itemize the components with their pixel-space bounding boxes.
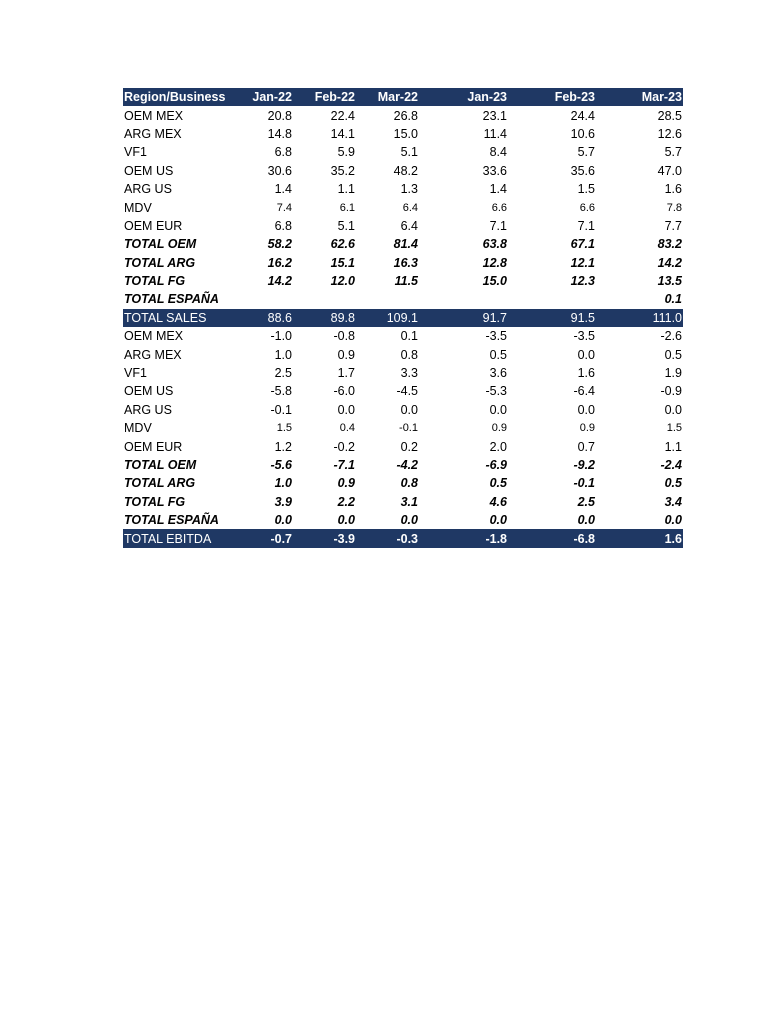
table-cell: -5.8 <box>270 384 292 399</box>
table-row <box>123 529 683 547</box>
table-cell: -6.4 <box>573 384 595 399</box>
column-header-region: Region/Business <box>123 88 243 106</box>
table-cell: 1.6 <box>664 182 682 197</box>
column-header-jan-22: Jan-22 <box>243 88 293 106</box>
table-cell: 109.1 <box>356 309 419 327</box>
table-cell: 0.0 <box>337 513 355 528</box>
row-label: ARG US <box>124 182 172 197</box>
table-cell: -5.3 <box>485 384 507 399</box>
table-row <box>123 474 683 492</box>
table-cell: 6.8 <box>274 218 292 233</box>
table-cell: 0.0 <box>489 402 507 417</box>
table-cell: 1.6 <box>596 529 683 547</box>
table-cell: 1.0 <box>274 347 292 362</box>
table-cell: 0.5 <box>489 476 507 491</box>
table-cell: 1.0 <box>274 476 292 491</box>
table-cell: 83.2 <box>657 237 682 252</box>
financial-table <box>123 88 683 548</box>
table-cell: -3.9 <box>293 529 356 547</box>
table-cell: 1.5 <box>577 182 595 197</box>
table-cell: 15.0 <box>482 274 507 289</box>
table-cell: -4.5 <box>396 384 418 399</box>
row-label: TOTAL OEM <box>124 237 197 252</box>
column-header-feb-23: Feb-23 <box>508 88 596 106</box>
table-cell: 0.1 <box>400 329 418 344</box>
table-cell: 7.8 <box>666 201 682 214</box>
table-cell: 1.5 <box>666 422 682 435</box>
row-label: TOTAL SALES <box>123 309 243 327</box>
table-cell: 67.1 <box>570 237 595 252</box>
table-cell: 6.6 <box>491 201 507 214</box>
row-label: TOTAL OEM <box>124 458 197 472</box>
table-cell: 12.3 <box>570 274 595 289</box>
table-cell: 1.9 <box>664 366 682 381</box>
row-label: OEM US <box>124 163 174 178</box>
table-cell: 0.5 <box>664 476 682 491</box>
table-row <box>123 345 683 363</box>
table-cell: -0.2 <box>333 439 355 454</box>
table-cell: -2.6 <box>660 329 682 344</box>
table-row <box>123 217 683 235</box>
table-cell: 12.6 <box>657 126 682 141</box>
table-cell: 1.5 <box>276 422 292 435</box>
table-cell: 11.5 <box>394 274 418 289</box>
table-cell: 16.3 <box>393 255 418 270</box>
column-header-feb-22: Feb-22 <box>293 88 356 106</box>
table-cell: 0.8 <box>400 347 418 362</box>
table-cell: 1.1 <box>664 439 682 454</box>
table-cell: 7.1 <box>489 218 507 233</box>
table-cell: 1.1 <box>337 182 355 197</box>
row-label: ARG MEX <box>124 126 182 141</box>
table-cell: 1.3 <box>400 182 418 197</box>
table-cell: 26.8 <box>393 108 418 123</box>
table-row <box>123 382 683 400</box>
table-cell: 0.0 <box>274 513 292 528</box>
table-cell: 91.5 <box>508 309 596 327</box>
table-cell: 15.1 <box>330 255 355 270</box>
table-cell: 12.1 <box>570 255 595 270</box>
table-row <box>123 143 683 161</box>
table-row <box>123 437 683 455</box>
table-cell <box>508 290 596 308</box>
table-row <box>123 106 683 124</box>
row-label: OEM MEX <box>124 108 184 123</box>
table-cell: -0.1 <box>399 422 418 435</box>
table-cell: -6.9 <box>485 458 507 472</box>
table-cell: 0.0 <box>577 347 595 362</box>
table-cell: 0.5 <box>489 347 507 362</box>
table-cell: 14.1 <box>330 126 355 141</box>
table-row <box>123 290 683 308</box>
table-cell: -2.4 <box>660 458 682 472</box>
table-row <box>123 309 683 327</box>
table-cell: 6.1 <box>339 201 355 214</box>
table-cell: 4.6 <box>489 494 507 509</box>
table-cell: 48.2 <box>393 163 418 178</box>
table-cell: 20.8 <box>267 108 292 123</box>
table-row <box>123 456 683 474</box>
table-cell: -1.8 <box>419 529 508 547</box>
table-cell: 91.7 <box>419 309 508 327</box>
column-header-mar-23: Mar-23 <box>596 88 683 106</box>
table-cell: 6.8 <box>274 145 292 160</box>
table-cell: 0.9 <box>337 476 355 491</box>
table-row <box>123 254 683 272</box>
table-cell: 1.7 <box>337 366 355 381</box>
table-cell: 2.0 <box>489 439 507 454</box>
table-cell: -0.1 <box>573 476 595 491</box>
table-cell: 2.5 <box>274 366 292 381</box>
table-body <box>123 106 683 547</box>
table-cell: 0.0 <box>577 402 595 417</box>
table-row <box>123 493 683 511</box>
table-cell: 0.0 <box>400 402 418 417</box>
table-row <box>123 180 683 198</box>
header-row <box>123 88 683 106</box>
row-label: TOTAL FG <box>124 494 186 509</box>
table-cell: -6.8 <box>508 529 596 547</box>
table-cell: 12.0 <box>330 274 355 289</box>
table-cell: 5.1 <box>337 218 355 233</box>
table-cell: 88.6 <box>243 309 293 327</box>
table-cell: 2.5 <box>577 494 595 509</box>
row-label: TOTAL EBITDA <box>123 529 243 547</box>
table-cell: 6.6 <box>579 201 595 214</box>
table-cell: 3.4 <box>664 494 682 509</box>
table-cell: 0.9 <box>337 347 355 362</box>
table-cell: 3.6 <box>489 366 507 381</box>
table-cell: -0.9 <box>660 384 682 399</box>
table-cell: -4.2 <box>396 458 418 472</box>
row-label: TOTAL ARG <box>124 255 196 270</box>
row-label: OEM EUR <box>124 218 183 233</box>
row-label: VF1 <box>124 366 147 381</box>
table-cell: 0.0 <box>400 513 418 528</box>
table-cell: -9.2 <box>573 458 595 472</box>
table-cell: 13.5 <box>657 274 682 289</box>
table-cell: 0.0 <box>664 513 682 528</box>
table-cell: 28.5 <box>657 108 682 123</box>
table-cell: -1.0 <box>270 329 292 344</box>
table-cell: 3.1 <box>400 494 418 509</box>
table-cell: 15.0 <box>393 126 418 141</box>
table-cell: 5.9 <box>337 145 355 160</box>
table-cell: -0.8 <box>333 329 355 344</box>
table-cell: 0.4 <box>339 422 355 435</box>
table-cell: 14.8 <box>267 126 292 141</box>
table-cell: 1.2 <box>274 439 292 454</box>
table-row <box>123 125 683 143</box>
table-cell: 8.4 <box>489 145 507 160</box>
table-cell: 30.6 <box>267 163 292 178</box>
table-cell: 1.4 <box>489 182 507 197</box>
table-cell: 5.7 <box>664 145 682 160</box>
table-cell: -5.6 <box>270 458 292 472</box>
row-label: ARG MEX <box>124 347 182 362</box>
table-cell: 81.4 <box>393 237 418 252</box>
table-cell: 0.0 <box>337 402 355 417</box>
table-cell <box>356 290 419 308</box>
table-cell: -0.1 <box>270 402 292 417</box>
table-row <box>123 235 683 253</box>
table-cell: 33.6 <box>482 163 507 178</box>
table-cell: 6.4 <box>402 201 418 214</box>
table-cell: 7.4 <box>276 201 292 214</box>
row-label: MDV <box>124 421 152 436</box>
table-cell: 5.7 <box>577 145 595 160</box>
table-cell: 7.1 <box>577 218 595 233</box>
table-cell: 58.2 <box>267 237 292 252</box>
table-cell: 0.1 <box>664 292 682 307</box>
table-cell: 0.9 <box>579 422 595 435</box>
table-cell: 89.8 <box>293 309 356 327</box>
table-cell <box>293 290 356 308</box>
table-cell: 1.4 <box>274 182 292 197</box>
table-cell: -0.3 <box>356 529 419 547</box>
table-row <box>123 327 683 345</box>
table-cell: 63.8 <box>482 237 507 252</box>
row-label: VF1 <box>124 145 147 160</box>
table-cell: 35.2 <box>330 163 355 178</box>
table-cell: 7.7 <box>664 218 682 233</box>
table-cell <box>243 290 293 308</box>
table-cell: -7.1 <box>333 458 355 472</box>
table-cell: -3.5 <box>485 329 507 344</box>
table-cell: 35.6 <box>570 163 595 178</box>
table-cell: 16.2 <box>267 255 292 270</box>
table-cell: -3.5 <box>573 329 595 344</box>
table-cell: 23.1 <box>482 108 507 123</box>
table-cell: 12.8 <box>482 255 507 270</box>
table-cell: 6.4 <box>400 218 418 233</box>
table-cell: 0.0 <box>664 402 682 417</box>
table-row <box>123 401 683 419</box>
table-cell: 0.0 <box>577 513 595 528</box>
row-label: ARG US <box>124 402 172 417</box>
table-cell: -0.7 <box>243 529 293 547</box>
column-header-jan-23: Jan-23 <box>419 88 508 106</box>
table-cell: 2.2 <box>337 494 355 509</box>
table-row <box>123 198 683 216</box>
table-cell: 0.0 <box>489 513 507 528</box>
table-cell: 0.2 <box>400 439 418 454</box>
table-cell: 3.9 <box>274 494 292 509</box>
table-cell: 22.4 <box>330 108 355 123</box>
table-cell <box>419 290 508 308</box>
row-label: TOTAL ESPAÑA <box>124 513 219 528</box>
table-cell: 3.3 <box>400 366 418 381</box>
table-row <box>123 419 683 437</box>
row-label: MDV <box>124 200 152 215</box>
table-cell: 0.9 <box>491 422 507 435</box>
table-cell: -6.0 <box>333 384 355 399</box>
table-cell: 111.0 <box>596 309 683 327</box>
table-cell: 10.6 <box>570 126 595 141</box>
row-label: OEM EUR <box>124 439 183 454</box>
table-cell: 1.6 <box>577 366 595 381</box>
table-cell: 0.7 <box>577 439 595 454</box>
column-header-mar-22: Mar-22 <box>356 88 419 106</box>
table-cell: 24.4 <box>570 108 595 123</box>
table-cell: 14.2 <box>267 274 292 289</box>
table-cell: 47.0 <box>657 163 682 178</box>
table-row <box>123 364 683 382</box>
table-row <box>123 511 683 529</box>
row-label: TOTAL ESPAÑA <box>124 292 219 307</box>
row-label: OEM US <box>124 384 174 399</box>
table-cell: 0.5 <box>664 347 682 362</box>
table-cell: 0.8 <box>400 476 418 491</box>
table-row <box>123 162 683 180</box>
table-cell: 62.6 <box>330 237 355 252</box>
row-label: TOTAL FG <box>124 274 186 289</box>
table-cell: 5.1 <box>400 145 418 160</box>
row-label: TOTAL ARG <box>124 476 196 491</box>
table-cell: 14.2 <box>657 255 682 270</box>
table-cell: 11.4 <box>483 126 507 141</box>
row-label: OEM MEX <box>124 329 184 344</box>
table-row <box>123 272 683 290</box>
